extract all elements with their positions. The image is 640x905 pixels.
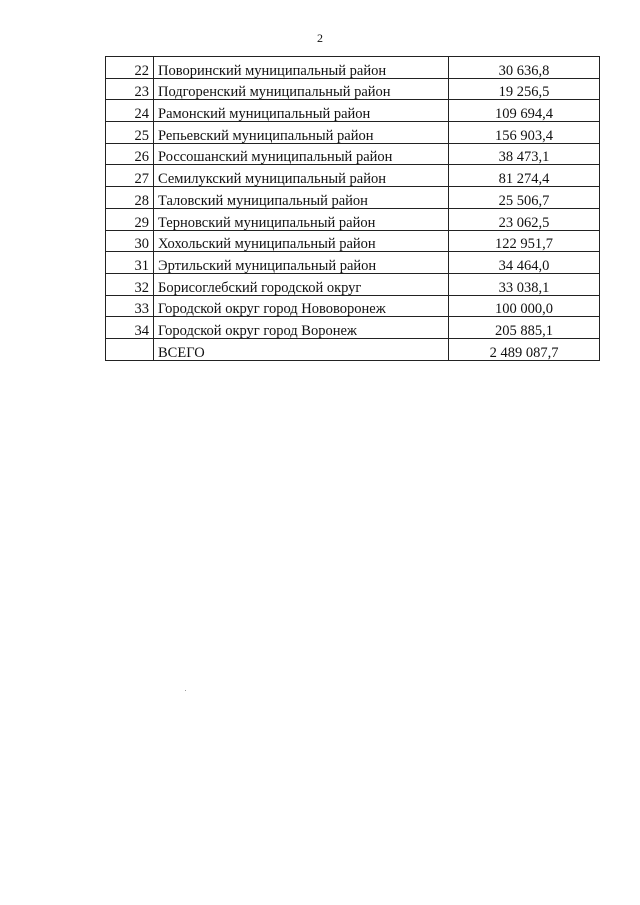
municipality-name: Борисоглебский городской округ bbox=[154, 273, 449, 295]
row-number: 30 bbox=[106, 230, 154, 252]
table-row bbox=[106, 295, 600, 317]
table-row bbox=[106, 317, 600, 339]
amount-value: 81 274,4 bbox=[449, 165, 600, 187]
scan-speck bbox=[185, 690, 186, 691]
table-row bbox=[106, 252, 600, 274]
table-row bbox=[106, 100, 600, 122]
amount-value: 156 903,4 bbox=[449, 122, 600, 144]
total-row bbox=[106, 338, 600, 360]
allocation-table bbox=[105, 56, 600, 361]
row-number: 22 bbox=[106, 57, 154, 79]
table-row bbox=[106, 187, 600, 209]
row-number: 28 bbox=[106, 187, 154, 209]
row-number: 23 bbox=[106, 78, 154, 100]
table-row bbox=[106, 230, 600, 252]
amount-value: 23 062,5 bbox=[449, 208, 600, 230]
row-number: 29 bbox=[106, 208, 154, 230]
table-row bbox=[106, 78, 600, 100]
municipality-name: Рамонский муниципальный район bbox=[154, 100, 449, 122]
table-row bbox=[106, 122, 600, 144]
municipality-name: Россошанский муниципальный район bbox=[154, 143, 449, 165]
municipality-name: Подгоренский муниципальный район bbox=[154, 78, 449, 100]
table-body bbox=[106, 57, 600, 361]
amount-value: 33 038,1 bbox=[449, 273, 600, 295]
row-number: 33 bbox=[106, 295, 154, 317]
amount-value: 109 694,4 bbox=[449, 100, 600, 122]
table-row bbox=[106, 165, 600, 187]
total-number-cell bbox=[106, 338, 154, 360]
municipality-name: Хохольский муниципальный район bbox=[154, 230, 449, 252]
amount-value: 30 636,8 bbox=[449, 57, 600, 79]
municipality-name: Эртильский муниципальный район bbox=[154, 252, 449, 274]
amount-value: 34 464,0 bbox=[449, 252, 600, 274]
row-number: 25 bbox=[106, 122, 154, 144]
municipality-name: Поворинский муниципальный район bbox=[154, 57, 449, 79]
row-number: 32 bbox=[106, 273, 154, 295]
amount-value: 19 256,5 bbox=[449, 78, 600, 100]
row-number: 27 bbox=[106, 165, 154, 187]
table-row bbox=[106, 143, 600, 165]
table-row bbox=[106, 273, 600, 295]
table-row bbox=[106, 208, 600, 230]
total-value: 2 489 087,7 bbox=[449, 338, 600, 360]
amount-value: 25 506,7 bbox=[449, 187, 600, 209]
amount-value: 100 000,0 bbox=[449, 295, 600, 317]
row-number: 24 bbox=[106, 100, 154, 122]
municipality-name: Репьевский муниципальный район bbox=[154, 122, 449, 144]
amount-value: 38 473,1 bbox=[449, 143, 600, 165]
row-number: 26 bbox=[106, 143, 154, 165]
municipality-name: Семилукский муниципальный район bbox=[154, 165, 449, 187]
amount-value: 122 951,7 bbox=[449, 230, 600, 252]
amount-value: 205 885,1 bbox=[449, 317, 600, 339]
municipality-name: Городской округ город Воронеж bbox=[154, 317, 449, 339]
municipality-name: Терновский муниципальный район bbox=[154, 208, 449, 230]
municipality-name: Городской округ город Нововоронеж bbox=[154, 295, 449, 317]
table-row bbox=[106, 57, 600, 79]
total-label: ВСЕГО bbox=[154, 338, 449, 360]
page-number: 2 bbox=[317, 31, 323, 45]
row-number: 34 bbox=[106, 317, 154, 339]
row-number: 31 bbox=[106, 252, 154, 274]
municipality-name: Таловский муниципальный район bbox=[154, 187, 449, 209]
